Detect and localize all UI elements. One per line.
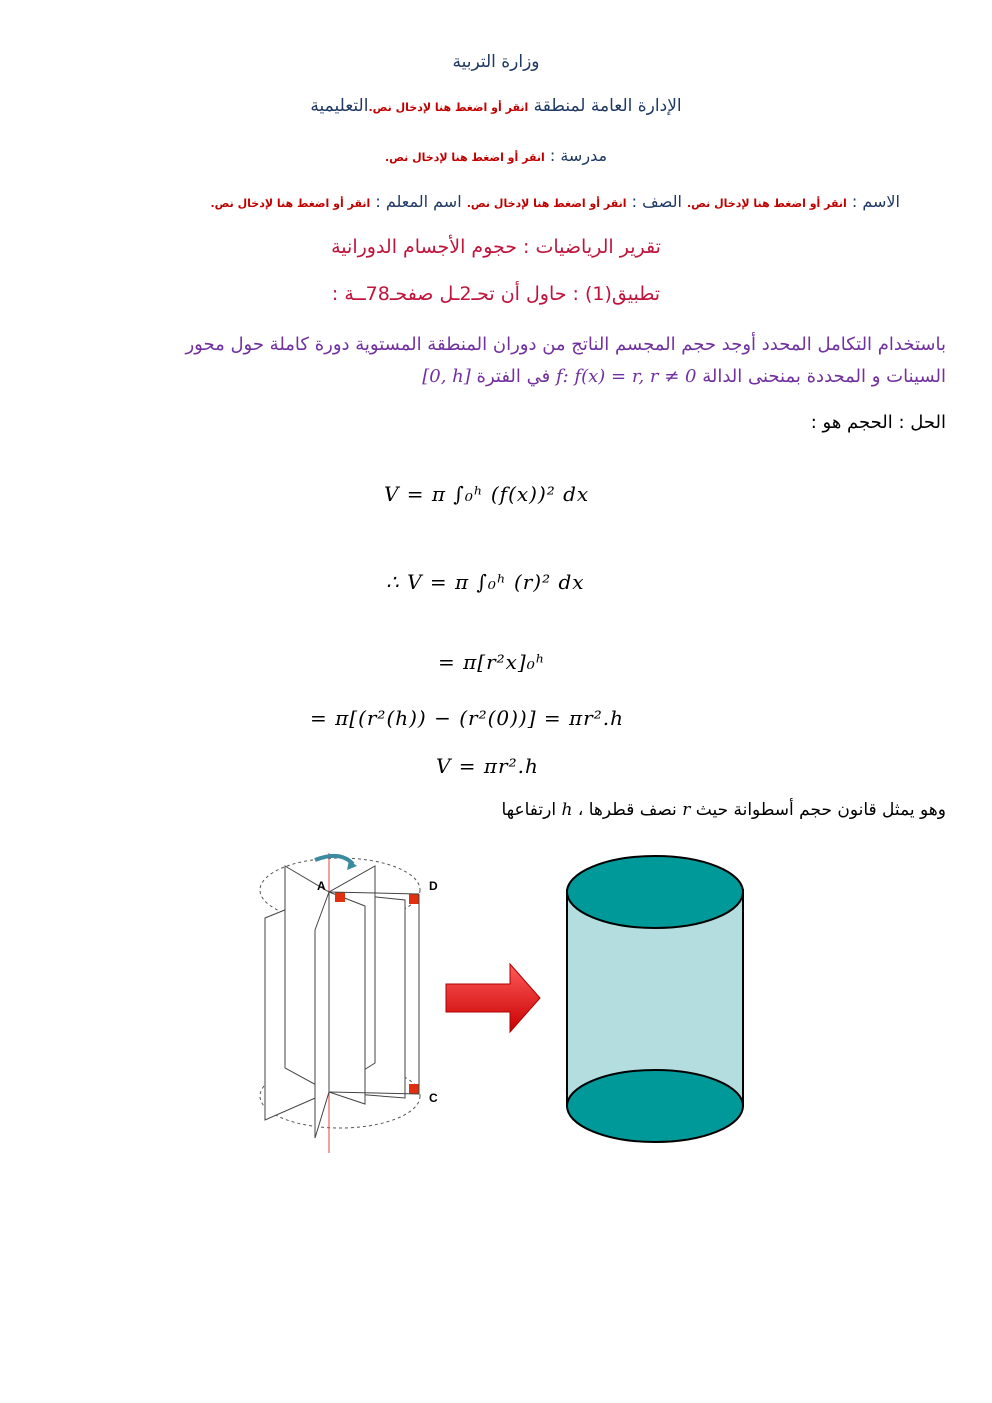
directorate-placeholder[interactable]: انقر أو اضغط هنا لإدخال نص. [368, 101, 529, 114]
transform-arrow-icon [444, 962, 544, 1034]
ministry-title: وزارة التربية [452, 52, 540, 72]
label-a: A [317, 879, 326, 893]
teacher-placeholder[interactable]: انقر أو اضغط هنا لإدخال نص. [210, 197, 371, 210]
equation-2: ∴ V = π ∫₀ʰ (r)² dx [386, 570, 585, 594]
right-angle-c [409, 1084, 419, 1094]
report-title: تقرير الرياضيات : حجوم الأجسام الدورانية [331, 236, 661, 258]
cylinder-top [567, 856, 743, 928]
rotation-figure [245, 848, 465, 1158]
problem-line-1: باستخدام التكامل المحدد أوجد حجم المجسم الناتج من دوران المنطقة المستوية دورة كاملة حول محور [185, 334, 946, 355]
solution-label: الحل : الحجم هو : [810, 412, 946, 433]
application-title: تطبيق(1) : حاول أن تحـ2ـل صفحـ78ــة : [331, 283, 661, 305]
interval: [0, h] [422, 366, 471, 387]
name-placeholder[interactable]: انقر أو اضغط هنا لإدخال نص. [686, 197, 847, 210]
directorate-line: الإدارة العامة لمنطقة انقر أو اضغط هنا لإدخال نص.التعليمية [310, 96, 682, 116]
equation-1: V = π ∫₀ʰ (f(x))² dx [384, 482, 590, 506]
right-angle-a [335, 892, 345, 902]
name-class-teacher-line: الاسم : انقر أو اضغط هنا لإدخال نص. الصف : انقر أو اضغط هنا لإدخال نص. اسم المعلم : انقر أو اضغط هنا لإدخال نص. [210, 192, 900, 211]
rotation-arrow-icon [315, 856, 353, 864]
cylinder-bottom [567, 1070, 743, 1142]
right-angle-d [409, 894, 419, 904]
function-definition: f: f(x) = r, r ≠ 0 [555, 366, 697, 387]
equation-5: V = πr².h [436, 754, 539, 778]
school-line: مدرسة : انقر أو اضغط هنا لإدخال نص. [384, 146, 608, 165]
equation-3: = π[r²x]₀ʰ [438, 650, 546, 674]
conclusion-line: وهو يمثل قانون حجم أسطوانة حيث r نصف قطرها ، h ارتفاعها [501, 800, 946, 820]
rect-panel-6 [329, 892, 365, 1104]
school-placeholder[interactable]: انقر أو اضغط هنا لإدخال نص. [384, 151, 545, 164]
label-d: D [429, 879, 438, 893]
equation-4: = π[(r²(h)) − (r²(0))] = πr².h [310, 706, 624, 730]
problem-line-2: السينات و المحددة بمنحنى الدالة f: f(x) = r, r ≠ 0 في الفترة [0, h] [422, 366, 946, 387]
label-c: C [429, 1091, 438, 1105]
cylinder-figure [562, 852, 748, 1148]
rect-panel-3 [315, 892, 329, 1138]
class-placeholder[interactable]: انقر أو اضغط هنا لإدخال نص. [466, 197, 627, 210]
